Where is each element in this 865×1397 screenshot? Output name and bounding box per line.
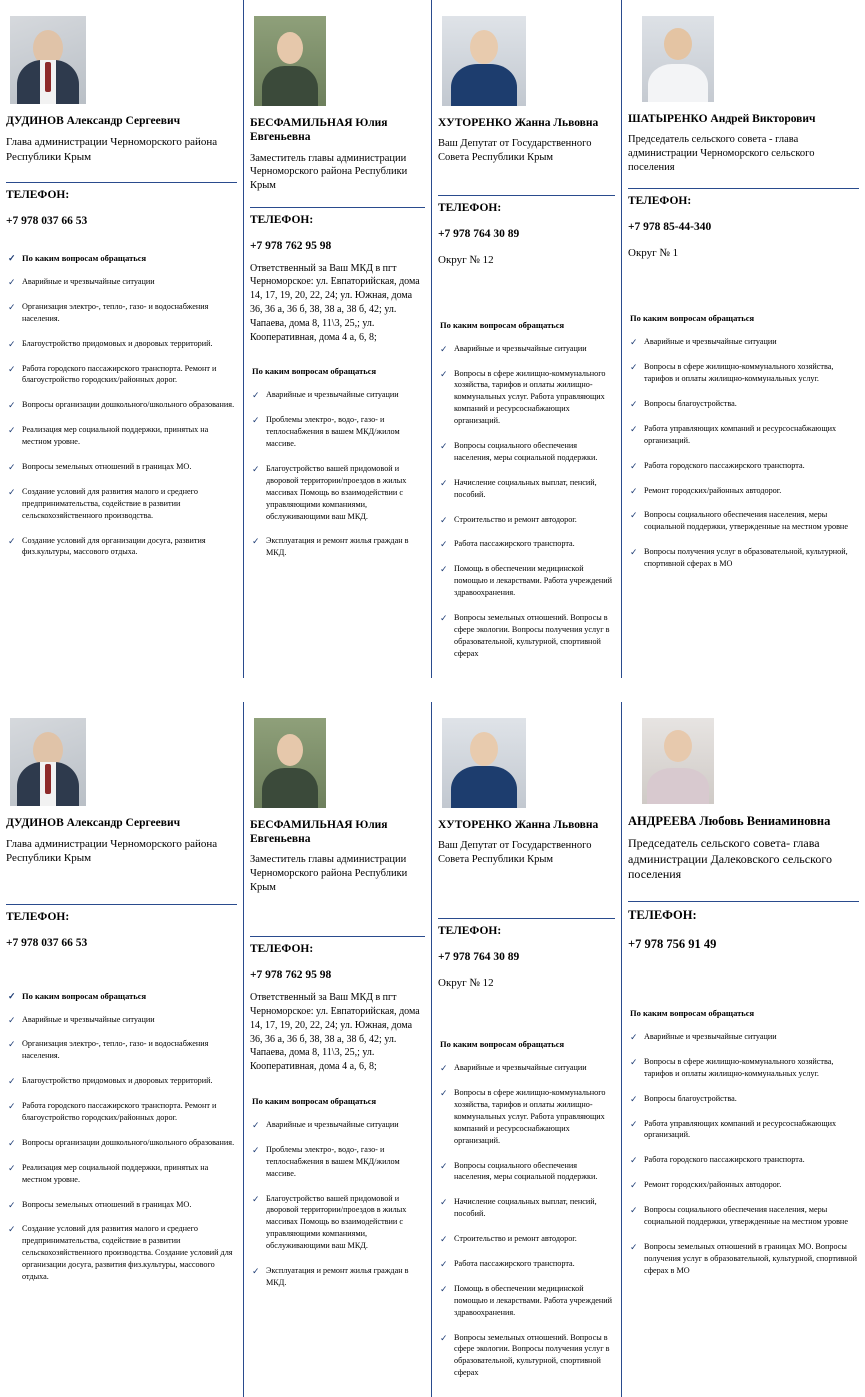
person-role: Заместитель главы администрации Черноморского района Республики Крым — [250, 152, 408, 192]
list-item: ✓ Вопросы социального обеспечения населения, меры социальной поддержки, утвержденные на местном уровне — [628, 509, 859, 533]
divider — [6, 182, 237, 183]
list-item: ✓ Работа пассажирского транспорта. — [438, 538, 615, 550]
list-item: ✓ Начисление социальных выплат, пенсий, пособий. — [438, 1196, 615, 1220]
list-item: ✓ Вопросы земельных отношений. Вопросы в сфере экологии. Вопросы получения услуг в образовательной, культурной, спортивной сферах — [438, 612, 615, 660]
person-name: БЕСФАМИЛЬНАЯ Юлия Евгеньевна — [250, 818, 388, 845]
contact-block — [0, 702, 865, 1397]
block-separator — [0, 678, 865, 702]
person-role: Заместитель главы администрации Черноморского района Республики Крым — [250, 854, 408, 893]
questions-list — [6, 276, 237, 558]
phone-number[interactable]: +7 978 037 66 53 — [6, 936, 88, 949]
questions-heading: ✓ По каким вопросам обращаться — [6, 253, 237, 263]
person-role: Председатель сельского совета- глава администрации Далековского сельского поселения — [628, 836, 832, 882]
questions-list — [250, 1119, 425, 1289]
divider — [438, 195, 615, 196]
questions-list — [250, 389, 425, 559]
phone-label: ТЕЛЕФОН: — [628, 195, 692, 208]
contact-card-besfamilnaya — [243, 0, 431, 678]
list-item: ✓ Ремонт городских/районных автодорог. — [628, 485, 859, 497]
list-item: ✓ Работа управляющих компаний и ресурсоснабжающих организаций. — [628, 423, 859, 447]
list-item: ✓ Вопросы в сфере жилищно-коммунального хозяйства, тарифов и оплаты жилищно-коммунальных услуг. Работа управляющих компаний и ресурсоснабжающих организаций. — [438, 1087, 615, 1146]
phone-number[interactable]: +7 978 037 66 53 — [6, 214, 88, 227]
list-item: ✓ Аварийные и чрезвычайные ситуации — [250, 389, 425, 401]
phone-number[interactable]: +7 978 85-44-340 — [628, 221, 712, 234]
questions-heading: По каким вопросам обращаться — [630, 313, 755, 324]
questions-heading: По каким вопросам обращаться — [252, 1096, 377, 1107]
list-item: ✓ Начисление социальных выплат, пенсий, пособий. — [438, 477, 615, 501]
contact-card-hutorenko — [431, 0, 621, 678]
list-item: ✓ Вопросы в сфере жилищно-коммунального хозяйства, тарифов и оплаты жилищно-коммунальных услуг. — [628, 1056, 859, 1080]
phone-label: ТЕЛЕФОН: — [628, 907, 697, 922]
list-item: ✓ Помощь в обеспечении медицинской помощью и лекарствами. Работа учреждений здравоохранения. — [438, 563, 615, 599]
phone-label: ТЕЛЕФОН: — [6, 188, 70, 201]
list-item: ✓ Аварийные и чрезвычайные ситуации — [628, 1031, 859, 1043]
contact-card-shatyrenko — [621, 0, 865, 678]
district-number: Округ № 1 — [628, 247, 679, 260]
responsibility-address: Ответственный за Ваш МКД в пгт Черноморское: ул. Евпаторийская, дома 14, 17, 19, 20, 22, 24; ул. Южная, дома 36, 36 а, 36 б, 38, 38 а, 38 б, 42; ул. Чапаева, дома 8, 11\3, 25,; ул. Кооперативная, дома 4 а, 6, 8; — [250, 992, 420, 1073]
phone-number[interactable]: +7 978 764 30 89 — [438, 227, 520, 240]
person-role: Председатель сельского совета - глава администрации Черноморского сельского поселения — [628, 134, 815, 173]
questions-heading: По каким вопросам обращаться — [440, 319, 565, 330]
questions-heading: По каким вопросам обращаться — [440, 1039, 565, 1050]
list-item: ✓ Создание условий для организации досуга, развития физ.культуры, массового отдыха. — [6, 535, 237, 559]
questions-heading: По каким вопросам обращаться — [630, 1007, 755, 1018]
list-item: ✓ Работа городского пассажирского транспорта. Ремонт и благоустройство городских/районных дорог. — [6, 1100, 237, 1124]
responsibility-address: Ответственный за Ваш МКД в пгт Черноморское: ул. Евпаторийская, дома 14, 17, 19, 20, 22, 24; ул. Южная, дома 36, 36 а, 36 б, 38, 38 а, 38 б, 42; ул. Чапаева, дома 8, 11\3, 25,; ул. Кооперативная, дома 4 а, 6, 8; — [250, 262, 420, 343]
list-item: ✓ Проблемы электро-, водо-, газо- и теплоснабжения в вашем МКД/жилом массиве. — [250, 414, 425, 450]
person-name: ХУТОРЕНКО Жанна Львовна — [438, 818, 599, 831]
person-name: ШАТЫРЕНКО Андрей Викторович — [628, 113, 816, 125]
phone-label: ТЕЛЕФОН: — [6, 910, 70, 923]
phone-number[interactable]: +7 978 756 91 49 — [628, 936, 717, 951]
phone-label: ТЕЛЕФОН: — [250, 213, 314, 226]
avatar — [438, 0, 615, 106]
phone-number[interactable]: +7 978 764 30 89 — [438, 951, 520, 964]
divider — [6, 904, 237, 905]
avatar — [628, 702, 859, 804]
list-item: ✓ Вопросы в сфере жилищно-коммунального хозяйства, тарифов и оплаты жилищно-коммунальных услуг. Работа управляющих компаний и ресурсоснабжающих организаций. — [438, 368, 615, 427]
phone-number[interactable]: +7 978 762 95 98 — [250, 969, 332, 982]
list-item: ✓ Благоустройство придомовых и дворовых территорий. — [6, 1075, 237, 1087]
questions-list — [628, 1031, 859, 1277]
portrait-photo — [642, 16, 714, 102]
list-item: ✓ Реализация мер социальной поддержки, принятых на местном уровне. — [6, 1162, 237, 1186]
list-item: ✓ Вопросы социального обеспечения населения, меры социальной поддержки. — [438, 1160, 615, 1184]
phone-label: ТЕЛЕФОН: — [438, 925, 502, 938]
list-item: ✓ Благоустройство придомовых и дворовых территорий. — [6, 338, 237, 350]
list-item: ✓ Вопросы благоустройства. — [628, 1093, 859, 1105]
divider — [628, 188, 859, 189]
contact-card-dudinov — [0, 0, 243, 678]
avatar — [250, 702, 425, 808]
list-item: ✓ Работа городского пассажирского транспорта. — [628, 1154, 859, 1166]
list-item: ✓ Строительство и ремонт автодорог. — [438, 1233, 615, 1245]
contact-card-hutorenko — [431, 702, 621, 1397]
portrait-photo — [10, 16, 86, 104]
person-role: Ваш Депутат от Государственного Совета Республики Крым — [438, 839, 592, 865]
list-item: ✓ Аварийные и чрезвычайные ситуации — [6, 1014, 237, 1026]
list-item: ✓ Эксплуатация и ремонт жилья граждан в МКД. — [250, 535, 425, 559]
list-item: ✓ Аварийные и чрезвычайные ситуации — [438, 1062, 615, 1074]
list-item: ✓ Организация электро-, тепло-, газо- и водоснабжения населения. — [6, 301, 237, 325]
portrait-photo — [10, 718, 86, 806]
person-role: Глава администрации Черноморского района Республики Крым — [6, 136, 218, 163]
list-item: ✓ Вопросы организации дошкольного/школьного образования. — [6, 1137, 237, 1149]
divider — [250, 936, 425, 937]
person-name: ДУДИНОВ Александр Сергеевич — [6, 115, 181, 127]
questions-list — [438, 343, 615, 660]
list-item: ✓ Реализация мер социальной поддержки, принятых на местном уровне. — [6, 424, 237, 448]
questions-heading: По каким вопросам обращаться — [252, 366, 377, 377]
district-number: Округ № 12 — [438, 253, 494, 266]
list-item: ✓ Работа управляющих компаний и ресурсоснабжающих организаций. — [628, 1118, 859, 1142]
contact-card-dudinov — [0, 702, 243, 1397]
portrait-photo — [254, 16, 326, 106]
questions-heading: ✓ По каким вопросам обращаться — [6, 991, 237, 1001]
divider — [250, 207, 425, 208]
divider — [438, 918, 615, 919]
list-item: ✓ Создание условий для развития малого и среднего предпринимательства, содействие в развитии сельскохозяйственного производства. Создание условий для организации досуга, развития физ.культуры, массового отдыха. — [6, 1223, 237, 1282]
list-item: ✓ Организация электро-, тепло-, газо- и водоснабжения населения. — [6, 1038, 237, 1062]
person-name: АНДРЕЕВА Любовь Вениаминовна — [628, 813, 831, 828]
list-item: ✓ Аварийные и чрезвычайные ситуации — [438, 343, 615, 355]
portrait-photo — [442, 16, 526, 106]
list-item: ✓ Создание условий для развития малого и среднего предпринимательства, содействие в развитии сельскохозяйственного производства. — [6, 486, 237, 522]
person-name: БЕСФАМИЛЬНАЯ Юлия Евгеньевна — [250, 117, 388, 144]
list-item: ✓ Вопросы земельных отношений в границах МО. Вопросы получения услуг в образовательной, культурной, спортивной сферах в МО — [628, 1241, 859, 1277]
contact-card-andreeva — [621, 702, 865, 1397]
phone-label: ТЕЛЕФОН: — [250, 943, 314, 956]
avatar — [628, 0, 859, 102]
list-item: ✓ Ремонт городских/районных автодорог. — [628, 1179, 859, 1191]
person-role: Глава администрации Черноморского района Республики Крым — [6, 837, 218, 865]
list-item: ✓ Вопросы организации дошкольного/школьного образования. — [6, 399, 237, 411]
portrait-photo — [442, 718, 526, 808]
avatar — [6, 702, 237, 806]
list-item: ✓ Аварийные и чрезвычайные ситуации — [628, 336, 859, 348]
list-item: ✓ Помощь в обеспечении медицинской помощью и лекарствами. Работа учреждений здравоохранения. — [438, 1283, 615, 1319]
list-item: ✓ Вопросы получения услуг в образовательной, культурной, спортивной сферах в МО — [628, 546, 859, 570]
list-item: ✓ Благоустройство вашей придомовой и дворовой территории/проездов в жилых массивах Помощь во взаимодействии с управляющими компаниями, обслуживающими ваш МКД. — [250, 1193, 425, 1252]
list-item: ✓ Аварийные и чрезвычайные ситуации — [6, 276, 237, 288]
questions-list — [628, 336, 859, 570]
list-item: ✓ Аварийные и чрезвычайные ситуации — [250, 1119, 425, 1131]
portrait-photo — [642, 718, 714, 804]
phone-label: ТЕЛЕФОН: — [438, 201, 502, 214]
list-item: ✓ Вопросы земельных отношений в границах МО. — [6, 461, 237, 473]
list-item: ✓ Вопросы социального обеспечения населения, меры социальной поддержки, утвержденные на местном уровне — [628, 1204, 859, 1228]
divider — [628, 901, 859, 902]
list-item: ✓ Работа городского пассажирского транспорта. Ремонт и благоустройство городских/районных дорог. — [6, 363, 237, 387]
avatar — [6, 0, 237, 104]
list-item: ✓ Вопросы земельных отношений. Вопросы в сфере экологии. Вопросы получения услуг в образовательной, культурной, спортивной сферах — [438, 1332, 615, 1380]
district-number: Округ № 12 — [438, 977, 494, 990]
list-item: ✓ Вопросы социального обеспечения населения, меры социальной поддержки. — [438, 440, 615, 464]
list-item: ✓ Вопросы благоустройства. — [628, 398, 859, 410]
contact-card-besfamilnaya — [243, 702, 431, 1397]
list-item: ✓ Вопросы земельных отношений в границах МО. — [6, 1199, 237, 1211]
list-item: ✓ Работа пассажирского транспорта. — [438, 1258, 615, 1270]
list-item: ✓ Благоустройство вашей придомовой и дворовой территории/проездов в жилых массивах Помощь во взаимодействии с управляющими компаниями, обслуживающими ваш МКД. — [250, 463, 425, 522]
list-item: ✓ Работа городского пассажирского транспорта. — [628, 460, 859, 472]
questions-list — [438, 1062, 615, 1379]
list-item: ✓ Проблемы электро-, водо-, газо- и теплоснабжения в вашем МКД/жилом массиве. — [250, 1144, 425, 1180]
contact-block — [0, 0, 865, 678]
questions-list — [6, 1014, 237, 1283]
list-item: ✓ Вопросы в сфере жилищно-коммунального хозяйства, тарифов и оплаты жилищно-коммунальных услуг. — [628, 361, 859, 385]
person-role: Ваш Депутат от Государственного Совета Республики Крым — [438, 138, 592, 164]
list-item: ✓ Строительство и ремонт автодорог. — [438, 514, 615, 526]
phone-number[interactable]: +7 978 762 95 98 — [250, 239, 332, 252]
list-item: ✓ Эксплуатация и ремонт жилья граждан в МКД. — [250, 1265, 425, 1289]
avatar — [438, 702, 615, 808]
portrait-photo — [254, 718, 326, 808]
avatar — [250, 0, 425, 106]
person-name: ДУДИНОВ Александр Сергеевич — [6, 816, 181, 829]
person-name: ХУТОРЕНКО Жанна Львовна — [438, 117, 599, 129]
